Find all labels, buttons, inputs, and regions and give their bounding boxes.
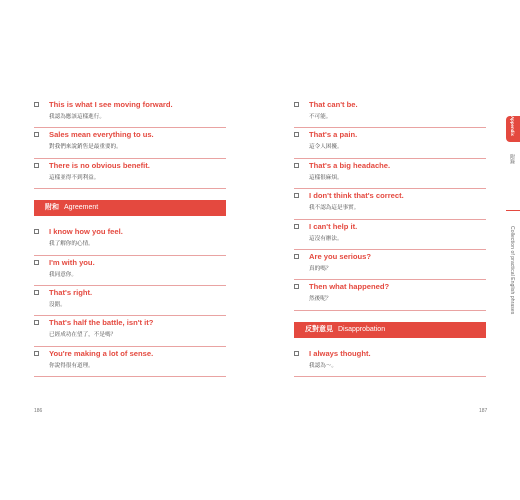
phrase-item xyxy=(294,220,486,250)
checkbox-icon[interactable] xyxy=(34,351,39,356)
checkbox-icon[interactable] xyxy=(34,260,39,265)
phrase-chinese: 已經成功在望了，不是嗎？ xyxy=(49,332,117,339)
phrase-item xyxy=(34,316,226,346)
phrase-english: That's a pain. xyxy=(309,130,358,140)
checkbox-icon[interactable] xyxy=(294,193,299,198)
phrase-chinese: 你說得很有道理。 xyxy=(49,362,94,369)
phrase-chinese: 我不認為這是事實。 xyxy=(309,205,360,212)
phrase-chinese: 真的嗎？ xyxy=(309,265,332,272)
section-title-chinese: 反對意見 xyxy=(305,325,333,333)
phrase-item xyxy=(294,280,486,310)
phrase-chinese: 我認為～。 xyxy=(309,362,337,369)
phrase-english: I always thought. xyxy=(309,348,371,358)
right-page xyxy=(294,98,486,377)
phrase-chinese: 對我們來說銷售是最重要的。 xyxy=(49,144,122,151)
section-title-english: Agreement xyxy=(64,204,99,212)
section-header-agreement xyxy=(34,200,226,216)
book-subtitle: Collection of practical English phrases xyxy=(509,226,515,315)
phrase-english: I can't help it. xyxy=(309,221,358,231)
phrase-chinese: 不可能。 xyxy=(309,114,332,120)
checkbox-icon[interactable] xyxy=(34,163,39,168)
checkbox-icon[interactable] xyxy=(34,229,39,234)
phrase-item xyxy=(34,98,226,128)
phrase-chinese: 我了解你的心情。 xyxy=(49,241,94,248)
phrase-english: That can't be. xyxy=(309,100,358,109)
phrase-item xyxy=(294,347,486,377)
phrase-english: Then what happened? xyxy=(309,282,390,292)
left-page xyxy=(34,98,226,377)
checkbox-icon[interactable] xyxy=(294,224,299,229)
phrase-item xyxy=(34,159,226,189)
phrase-english: Sales mean everything to us. xyxy=(49,130,154,140)
phrase-english: That's half the battle, isn't it? xyxy=(49,318,154,328)
phrase-item xyxy=(294,128,486,158)
phrase-chinese: 這沒有辦法。 xyxy=(309,235,343,242)
appendix-tab-label: Appendix xyxy=(510,116,515,137)
page-number-left: 186 xyxy=(34,408,43,414)
phrase-english: You're making a lot of sense. xyxy=(49,348,154,358)
side-divider xyxy=(506,210,520,211)
checkbox-icon[interactable] xyxy=(294,254,299,259)
checkbox-icon[interactable] xyxy=(34,320,39,325)
checkbox-icon[interactable] xyxy=(294,351,299,356)
checkbox-icon[interactable] xyxy=(34,290,39,295)
phrase-english: That's right. xyxy=(49,287,93,297)
phrase-english: I'm with you. xyxy=(49,257,95,267)
section-title-chinese: 附和 xyxy=(45,204,59,212)
phrase-chinese: 我認為應該這樣進行。 xyxy=(49,114,105,120)
phrase-item xyxy=(294,250,486,280)
phrase-english: Are you serious? xyxy=(309,251,372,261)
phrase-item xyxy=(294,98,486,128)
phrase-english: There is no obvious benefit. xyxy=(49,160,150,170)
phrase-chinese: 這樣很麻煩。 xyxy=(309,174,343,181)
phrase-item xyxy=(34,286,226,316)
phrase-item xyxy=(34,256,226,286)
checkbox-icon[interactable] xyxy=(34,102,39,107)
checkbox-icon[interactable] xyxy=(294,132,299,137)
phrase-chinese: 這樣並得不到利益。 xyxy=(49,174,100,181)
phrase-item xyxy=(294,189,486,219)
phrase-chinese: 沒錯。 xyxy=(49,301,66,308)
section-header-disapprobation xyxy=(294,322,486,338)
appendix-label: 附錄 xyxy=(509,154,515,164)
phrase-item xyxy=(34,225,226,255)
page-number-right: 187 xyxy=(479,408,488,414)
phrase-chinese: 這令人困擾。 xyxy=(309,144,343,151)
checkbox-icon[interactable] xyxy=(294,163,299,168)
phrase-chinese: 我同意你。 xyxy=(49,271,77,278)
checkbox-icon[interactable] xyxy=(34,132,39,137)
phrase-item xyxy=(34,347,226,377)
phrase-english: I know how you feel. xyxy=(49,227,123,237)
checkbox-icon[interactable] xyxy=(294,284,299,289)
section-title-english: Disapprobation xyxy=(338,325,386,333)
phrase-english: I don't think that's correct. xyxy=(309,191,404,201)
phrase-english: That's a big headache. xyxy=(309,160,391,170)
phrase-chinese: 然後呢？ xyxy=(309,296,332,303)
phrase-item xyxy=(294,159,486,189)
phrase-english: This is what I see moving forward. xyxy=(49,100,173,109)
phrase-item xyxy=(34,128,226,158)
checkbox-icon[interactable] xyxy=(294,102,299,107)
